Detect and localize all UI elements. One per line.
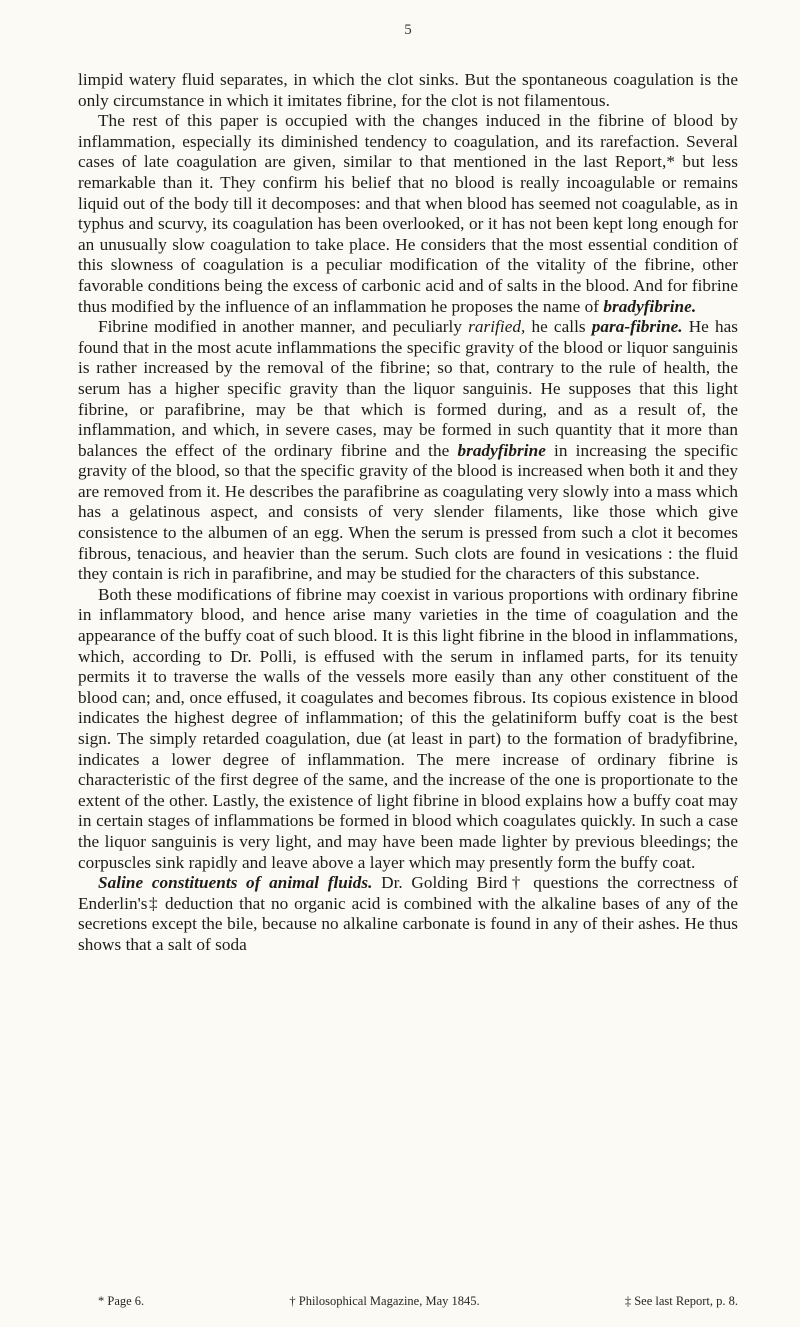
text-run: The rest of this paper is occupied with the changes induced in the fibrine of blood by inflammation, especially its diminished tendency to coagulation, and its rarefaction. Several cases of late coagulation are given, similar to that mentioned in the last Report,* but less remarkable than it. They confirm his belief that no blood is really incoagulable or remains liquid out of the body till it decomposes: and that when blood has seemed not coagulable, as in typhus and scurvy, its coagulation has been overlooked, or it has not been kept long enough for an unusually slow coagulation to take place. He considers that the most essential condition of this slowness of coagulation is a peculiar modification of the vitality of the fibrine, other favorable conditions being the excess of carbonic acid and of salts in the blood. And for fibrine thus modified by the influence of an inflammation he proposes the name of xyxy=(78,111,738,316)
emphasized-text: bradyfibrine xyxy=(457,440,546,460)
document-page xyxy=(78,0,738,1327)
paragraph xyxy=(78,317,738,585)
emphasized-text: Saline constituents of animal fluids. xyxy=(98,873,373,893)
paragraph xyxy=(78,585,738,873)
text-run: limpid watery fluid separates, in which the clot sinks. But the spontaneous coagulation is the only circumstance in which it imitates fibrine, for the clot is not filamentous. xyxy=(78,70,738,110)
text-run: Fibrine modified in another manner, and peculiarly xyxy=(98,317,469,337)
footnote: ‡ See last Report, p. 8. xyxy=(624,1294,738,1308)
paragraph xyxy=(78,111,738,317)
text-run: Dr. Golding Bird† questions the correctness of Enderlin's‡ deduction that no organic acid is combined with the alkaline bases of any of the secretions except the bile, because no alkaline carbonate is found in any of their ashes. He thus shows that a salt of soda xyxy=(78,873,738,954)
footnote: * Page 6. xyxy=(98,1294,145,1308)
text-run: he calls xyxy=(525,317,592,337)
text-run: He has found that in the most acute inflammations the specific gravity of the blood or liquor sanguinis is rather increased by the removal of the fibrine; so that, contrary to the rule of health, the serum has a higher specific gravity than the liquor sanguinis. He supposes that this light fibrine, or parafibrine, may be that which is formed during, and as a result of, the inflammation, and which, in severe cases, may be formed in such quantity that it more than balances the effect of the ordinary fibrine and the xyxy=(78,317,739,460)
emphasized-text: bradyfibrine. xyxy=(603,296,697,316)
body-text xyxy=(78,70,738,956)
paragraph xyxy=(78,873,738,955)
emphasized-text: para-fibrine. xyxy=(591,317,683,337)
emphasized-text: rarified, xyxy=(468,317,526,337)
paragraph xyxy=(78,70,738,111)
footnote: † Philosophical Magazine, May 1845. xyxy=(289,1294,480,1308)
text-run: in increasing the specific gravity of the blood, so that the specific gravity of the blood is increased when both it and they are removed from it. He describes the parafibrine as coagulating very slowly into a mass which has a gelatinous aspect, and consists of very slender filaments, like those which give consistence to the albumen of an egg. When the serum is pressed from such a clot it becomes fibrous, tenacious, and heavier than the serum. Such clots are found in vesications : the fluid they contain is rich in parafibrine, and may be studied for the characters of this substance. xyxy=(78,440,738,584)
footnotes xyxy=(98,1294,738,1309)
text-run: Both these modifications of fibrine may coexist in various proportions with ordinary fibrine in inflammatory blood, and hence arise many varieties in the time of coagulation and the appearance of the buffy coat of such blood. It is this light fibrine in the blood in inflammations, which, according to Dr. Polli, is effused with the serum in inflamed parts, for its tenuity permits it to traverse the walls of the vessels more easily than any other constituent of the blood can; and, once effused, it coagulates and becomes fibrous. Its copious existence in blood indicates the highest degree of inflammation; of this the gelatiniform buffy coat is the best sign. The simply retarded coagulation, due (at least in part) to the formation of bradyfibrine, indicates a lower degree of inflammation. The mere increase of ordinary fibrine is characteristic of the first degree of the same, and the increase of the one is proportionate to the extent of the other. Lastly, the existence of light fibrine in blood explains how a buffy coat may in certain stages of inflammations be formed in blood which coagulates quickly. In such a case the liquor sanguinis is very light, and may have been made lighter by previous bleedings; the corpuscles sink rapidly and leave above a layer which may presently form the buffy coat. xyxy=(78,584,738,872)
page-number: 5 xyxy=(404,22,412,38)
